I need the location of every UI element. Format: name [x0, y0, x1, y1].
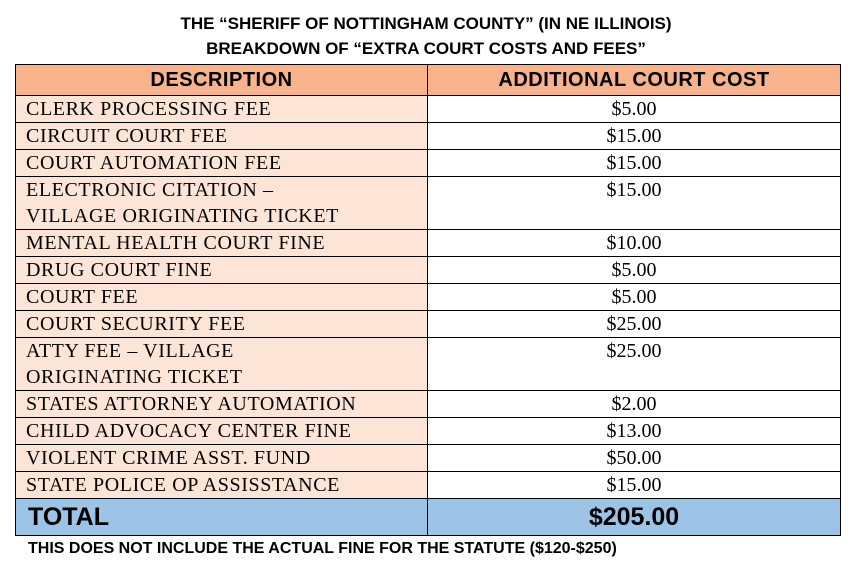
- table-row: [16, 257, 841, 284]
- row-cost: $25.00: [428, 311, 841, 338]
- table-row: [16, 123, 841, 150]
- row-cost: $5.00: [428, 257, 841, 284]
- row-cost: $25.00: [428, 338, 841, 391]
- table-row: [16, 96, 841, 123]
- header-cost: ADDITIONAL COURT COST: [428, 65, 841, 96]
- table-row: [16, 284, 841, 311]
- row-description: ELECTRONIC CITATION – VILLAGE ORIGINATING TICKET: [16, 177, 428, 230]
- table-row: [16, 391, 841, 418]
- table-row: [16, 177, 841, 230]
- row-cost: $15.00: [428, 472, 841, 499]
- row-description: CHILD ADVOCACY CENTER FINE: [16, 418, 428, 445]
- table-row: [16, 150, 841, 177]
- row-cost: $15.00: [428, 177, 841, 230]
- row-description: STATE POLICE OP ASSISSTANCE: [16, 472, 428, 499]
- row-description: ATTY FEE – VILLAGE ORIGINATING TICKET: [16, 338, 428, 391]
- row-cost: $50.00: [428, 445, 841, 472]
- fees-table: [15, 64, 841, 536]
- row-cost: $10.00: [428, 230, 841, 257]
- row-description: COURT SECURITY FEE: [16, 311, 428, 338]
- row-cost: $13.00: [428, 418, 841, 445]
- row-cost: $5.00: [428, 96, 841, 123]
- row-cost: $2.00: [428, 391, 841, 418]
- row-description: DRUG COURT FINE: [16, 257, 428, 284]
- title-line-2: BREAKDOWN OF “EXTRA COURT COSTS AND FEES”: [206, 39, 646, 58]
- row-description: CIRCUIT COURT FEE: [16, 123, 428, 150]
- table-row: [16, 230, 841, 257]
- table-row: [16, 472, 841, 499]
- row-description: VIOLENT CRIME ASST. FUND: [16, 445, 428, 472]
- row-cost: $15.00: [428, 150, 841, 177]
- header-description: DESCRIPTION: [16, 65, 428, 96]
- row-description: CLERK PROCESSING FEE: [16, 96, 428, 123]
- row-cost: $5.00: [428, 284, 841, 311]
- row-description: STATES ATTORNEY AUTOMATION: [16, 391, 428, 418]
- row-description: COURT FEE: [16, 284, 428, 311]
- row-description: MENTAL HEALTH COURT FINE: [16, 230, 428, 257]
- table-row: [16, 338, 841, 391]
- row-description: COURT AUTOMATION FEE: [16, 150, 428, 177]
- table-row: [16, 418, 841, 445]
- table-row: [16, 445, 841, 472]
- row-cost: $15.00: [428, 123, 841, 150]
- total-value: $205.00: [428, 499, 841, 536]
- table-row: [16, 311, 841, 338]
- table-header-row: [16, 65, 841, 96]
- title-line-1: THE “SHERIFF OF NOTTINGHAM COUNTY” (IN NE ILLINOIS): [180, 14, 672, 33]
- total-label: TOTAL: [16, 499, 428, 536]
- footer-note: THIS DOES NOT INCLUDE THE ACTUAL FINE FOR THE STATUTE ($120-$250): [28, 540, 617, 557]
- total-row: [16, 499, 841, 536]
